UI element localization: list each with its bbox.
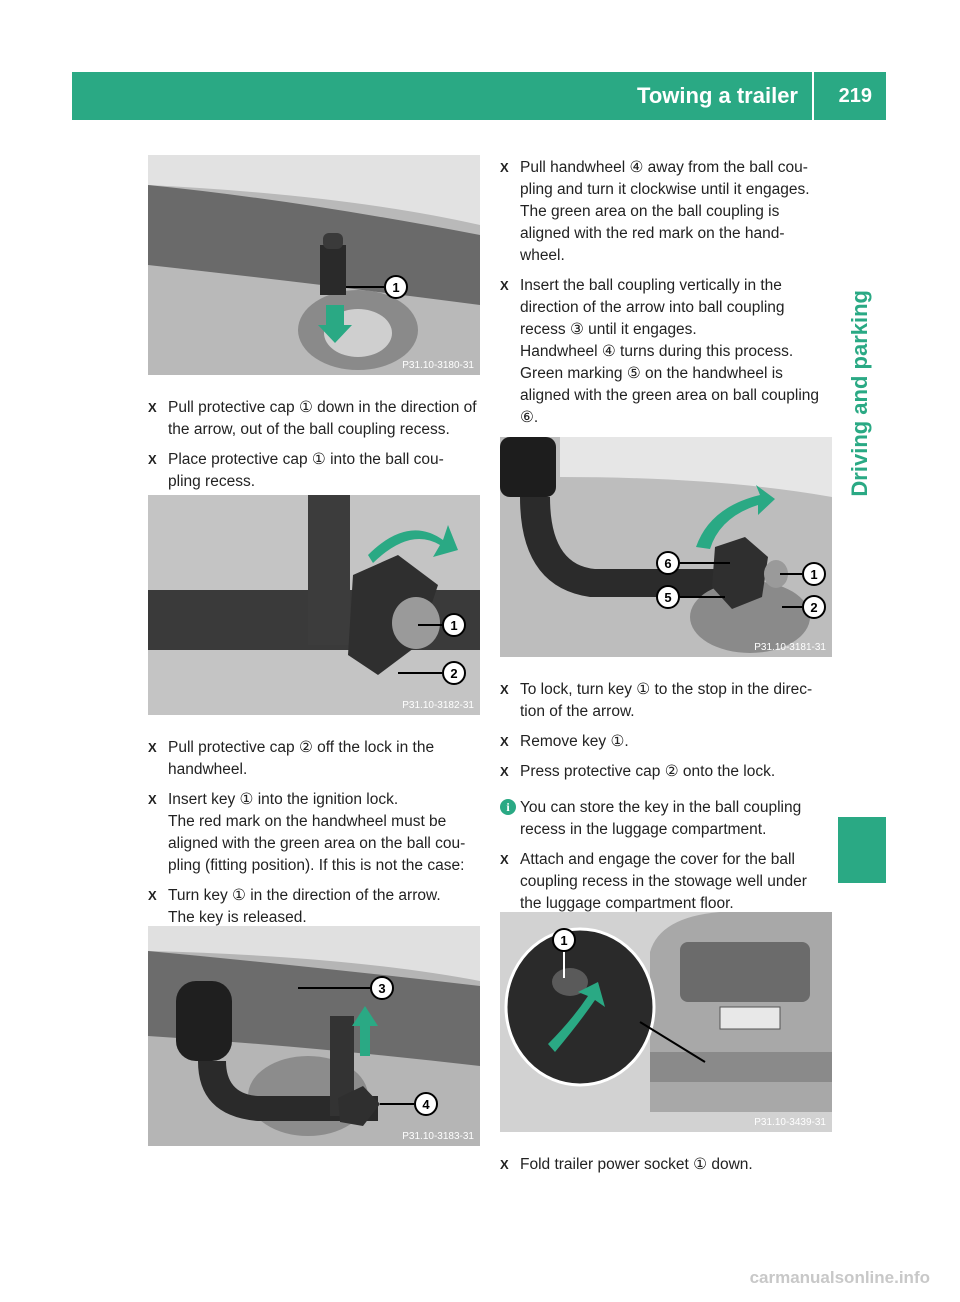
figure-code: P31.10-3182-31 — [402, 700, 474, 711]
callout-3: 3 — [378, 981, 386, 996]
figure-code: P31.10-3439-31 — [754, 1117, 826, 1128]
figure-remove-cap — [148, 155, 480, 375]
figure-code: P31.10-3180-31 — [402, 360, 474, 371]
step-turn-key-result: The key is released. — [168, 909, 307, 926]
figure-code: P31.10-3181-31 — [754, 642, 826, 653]
left-column-3 — [148, 926, 480, 1146]
step-insert-ball-coupling-note: Handwheel ④ turns during this process. Green marking ⑤ on the handwheel is aligned with the green area on ball coupling ⑥. — [520, 343, 820, 426]
step-pull-cap-off-lock: X Pull protective cap ② off the lock in the handwheel. — [148, 739, 435, 778]
step-pull-handwheel: X Pull handwheel ④ away from the ball cou- pling and turn it clockwise until it engages. The green area on the ball coupling is aligned with the red mark on the hand- wheel. — [500, 159, 810, 264]
side-tab-label: Driving and parking — [847, 290, 872, 497]
step-place-cap: X Place protective cap ① into the ball cou- pling recess. — [148, 451, 444, 490]
callout-2: 2 — [450, 666, 458, 681]
left-column-2 — [148, 495, 480, 929]
figure-trailer-socket — [500, 912, 832, 1132]
right-column-2 — [500, 437, 832, 915]
figure-code: P31.10-3183-31 — [402, 1131, 474, 1142]
side-tab-block — [838, 817, 886, 883]
step-insert-key-note: The red mark on the handwheel must be aligned with the green area on the ball cou- pling (fitting position). If this is not the case: — [168, 813, 466, 874]
step-press-cap: X Press protective cap ② onto the lock. — [500, 763, 776, 780]
step-lock-key: X To lock, turn key ① to the stop in the direc- tion of the arrow. — [500, 681, 813, 720]
section-header — [72, 72, 886, 120]
step-insert-ball-coupling: X Insert the ball coupling vertically in the direction of the arrow into ball coupling recess ③ until it engages. — [500, 277, 785, 338]
callout-1: 1 — [392, 280, 400, 295]
watermark: carmanualsonline.info — [749, 1268, 930, 1287]
right-column — [500, 157, 832, 429]
left-column — [148, 155, 480, 493]
figure-insert-ball-coupling — [148, 926, 480, 1146]
callout-4: 4 — [422, 1097, 430, 1112]
callout-1: 1 — [810, 567, 818, 582]
side-tab — [836, 130, 884, 810]
step-remove-key: X Remove key ①. — [500, 733, 629, 750]
section-title: Towing a trailer — [637, 72, 814, 120]
figure-handwheel-lock — [148, 495, 480, 715]
step-pull-cap: X Pull protective cap ① down in the direction of the arrow, out of the ball coupling recess. — [148, 399, 477, 438]
step-attach-cover: X Attach and engage the cover for the ball coupling recess in the stowage well under the luggage compartment floor. — [500, 851, 807, 912]
step-insert-key: X Insert key ① into the ignition lock. — [148, 791, 399, 808]
callout-6: 6 — [664, 556, 672, 571]
info-note: i You can store the key in the ball coupling recess in the luggage compartment. — [500, 797, 832, 841]
step-turn-key: X Turn key ① in the direction of the arrow. — [148, 887, 441, 904]
callout-1: 1 — [560, 933, 568, 948]
page-number: 219 — [838, 85, 872, 107]
callout-2: 2 — [810, 600, 818, 615]
step-fold-socket: X Fold trailer power socket ① down. — [500, 1156, 753, 1173]
callout-1: 1 — [450, 618, 458, 633]
right-column-3 — [500, 912, 832, 1176]
info-icon: i — [500, 799, 516, 815]
figure-lock-coupling — [500, 437, 832, 657]
callout-5: 5 — [664, 590, 672, 605]
